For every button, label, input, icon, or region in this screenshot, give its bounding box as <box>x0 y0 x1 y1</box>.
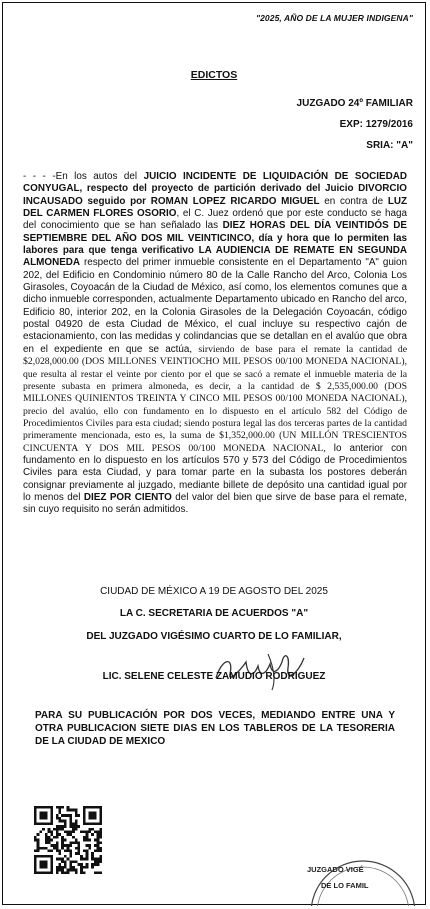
body-segment-bold: DIEZ POR CIENTO <box>83 491 172 503</box>
body-segment-bold: DIEZ HORAS DEL DÍA VEINTIDÓS DE SEPTIEMBRE DEL AÑO DOS MIL VEINTICINCO, día y hora que lo permiten las labores para que tenga verificativo LA AUDIENCIA DE REMATE EN SEGUNDA ALMONEDA <box>23 220 407 269</box>
body-segment-bold: LUZ DEL CARMEN FLORES OSORIO <box>23 195 408 220</box>
signer-name: LIC. SELENE CELESTE ZAMUDIO RODRIGUEZ <box>102 671 326 682</box>
edict-document <box>2 2 426 905</box>
date-line: CIUDAD DE MÉXICO A 19 DE AGOSTO DEL 2025 <box>100 586 328 597</box>
secretary-reference: SRIA: "A" <box>366 140 413 151</box>
header-note: "2025, AÑO DE LA MUJER INDIGENA" <box>255 13 413 23</box>
seal-ring <box>293 851 428 906</box>
file-number: EXP: 1279/2016 <box>339 119 413 130</box>
body-segment: del valor del bien que sirve de base para el remate, sin cuyo requisito no serán admitidos. <box>23 491 407 516</box>
court-seal <box>293 851 428 906</box>
secretary-line: LA C. SECRETARIA DE ACUERDOS "A" <box>119 608 309 619</box>
body-segment-bold: seguido por <box>82 195 151 207</box>
body-segment-small: sirviendo de base para el remate la cantidad de $2,028,000.00 (DOS MILLONES VEINTIOCHO MIL PESOS 00/100 MONEDA NACIONAL), que resulta al restar el veinte por ciento por el que se sacó a remate el inmueble materia de la presente subasta en primera almoneda, es decir, a la cantidad de $ 2,535,000.00 (DOS MILLONES QUINIENTOS TREINTA Y CINCO MIL PESOS 00/100 MONEDA NACIONAL), precio del avalúo, ello con fundamento en lo dispuesto en el artículo 582 del Código de Procedimientos Civiles para esta ciudad; siendo postura legal las dos terceras partes de la cantidad primeramente mencionada, esto es, la suma de $1,352,000.00 (UN MILLÓN TRESCIENTOS CINCUENTA Y DOS MIL PESOS 00/100 MONEDA NACIONAL, <box>23 343 407 454</box>
edict-body <box>23 171 407 517</box>
handwritten-signature <box>208 648 328 692</box>
body-segment-bold: DIVORCIO INCAUSADO <box>23 183 407 207</box>
court-line: DEL JUZGADO VIGÉSIMO CUARTO DE LO FAMILIAR, <box>86 631 342 642</box>
body-segment: respecto del primer inmueble consistente en el Departamento "A" guion 202, del Edificio en Condominio número 80 de la Calle Rancho del Arco, Colonia Los Girasoles, Coyoacán de la Ciudad de México, así como, los elementos comunes que a dicho inmueble corresponden, actualmente Departamento ubicado en Rancho del arco, Edificio 80, interior 202, en la Colonia Girasoles de la Delegación Coyoacán, código postal 04920 de esta Ciudad de México, el cual incluye su respectivo cajón de estacionamiento, con las medidas y colindancias que se detallan en el avalúo que obra en el expediente en que se actúa, <box>23 257 407 355</box>
publication-note: PARA SU PUBLICACIÓN POR DOS VECES, MEDIANDO ENTRE UNA Y OTRA PUBLICACION SIETE DIAS EN LOS TABLEROS DE LA TESORERIA DE LA CIUDAD DE MEXICO <box>35 710 395 747</box>
body-segment: lo anterior con fundamento en lo dispuesto en los artículos 570 y 573 del Código de Procedimientos Civiles para esta Ciudad, y para tomar parte en la subasta los postores deberán consignar previamente al juzgado, mediante billete de depósito una cantidad igual por lo menos del <box>23 442 407 503</box>
seal-text-line2: DE LO FAMIL <box>321 881 369 890</box>
body-segment: en contra de <box>319 195 388 207</box>
body-segment: , el C. Juez ordenó que por este conducto se haga del conocimiento que se han señalado las <box>23 208 407 232</box>
qr-code <box>34 806 102 874</box>
document-title: EDICTOS <box>190 69 238 81</box>
body-segment-bold: , respecto del proyecto de partición derivado del Juicio <box>79 183 359 195</box>
body-segment-bold: JUICIO INCIDENTE DE LIQUIDACIÓN DE SOCIEDAD CONYUGAL <box>23 171 407 195</box>
court-name: JUZGADO 24º FAMILIAR <box>296 98 413 109</box>
body-segment-bold: ROMAN LOPEZ RICARDO MIGUEL <box>150 195 320 207</box>
body-segment: - - - -En los autos del <box>23 171 144 182</box>
seal-text-line1: JUZGADO VIGÉ <box>307 865 364 874</box>
